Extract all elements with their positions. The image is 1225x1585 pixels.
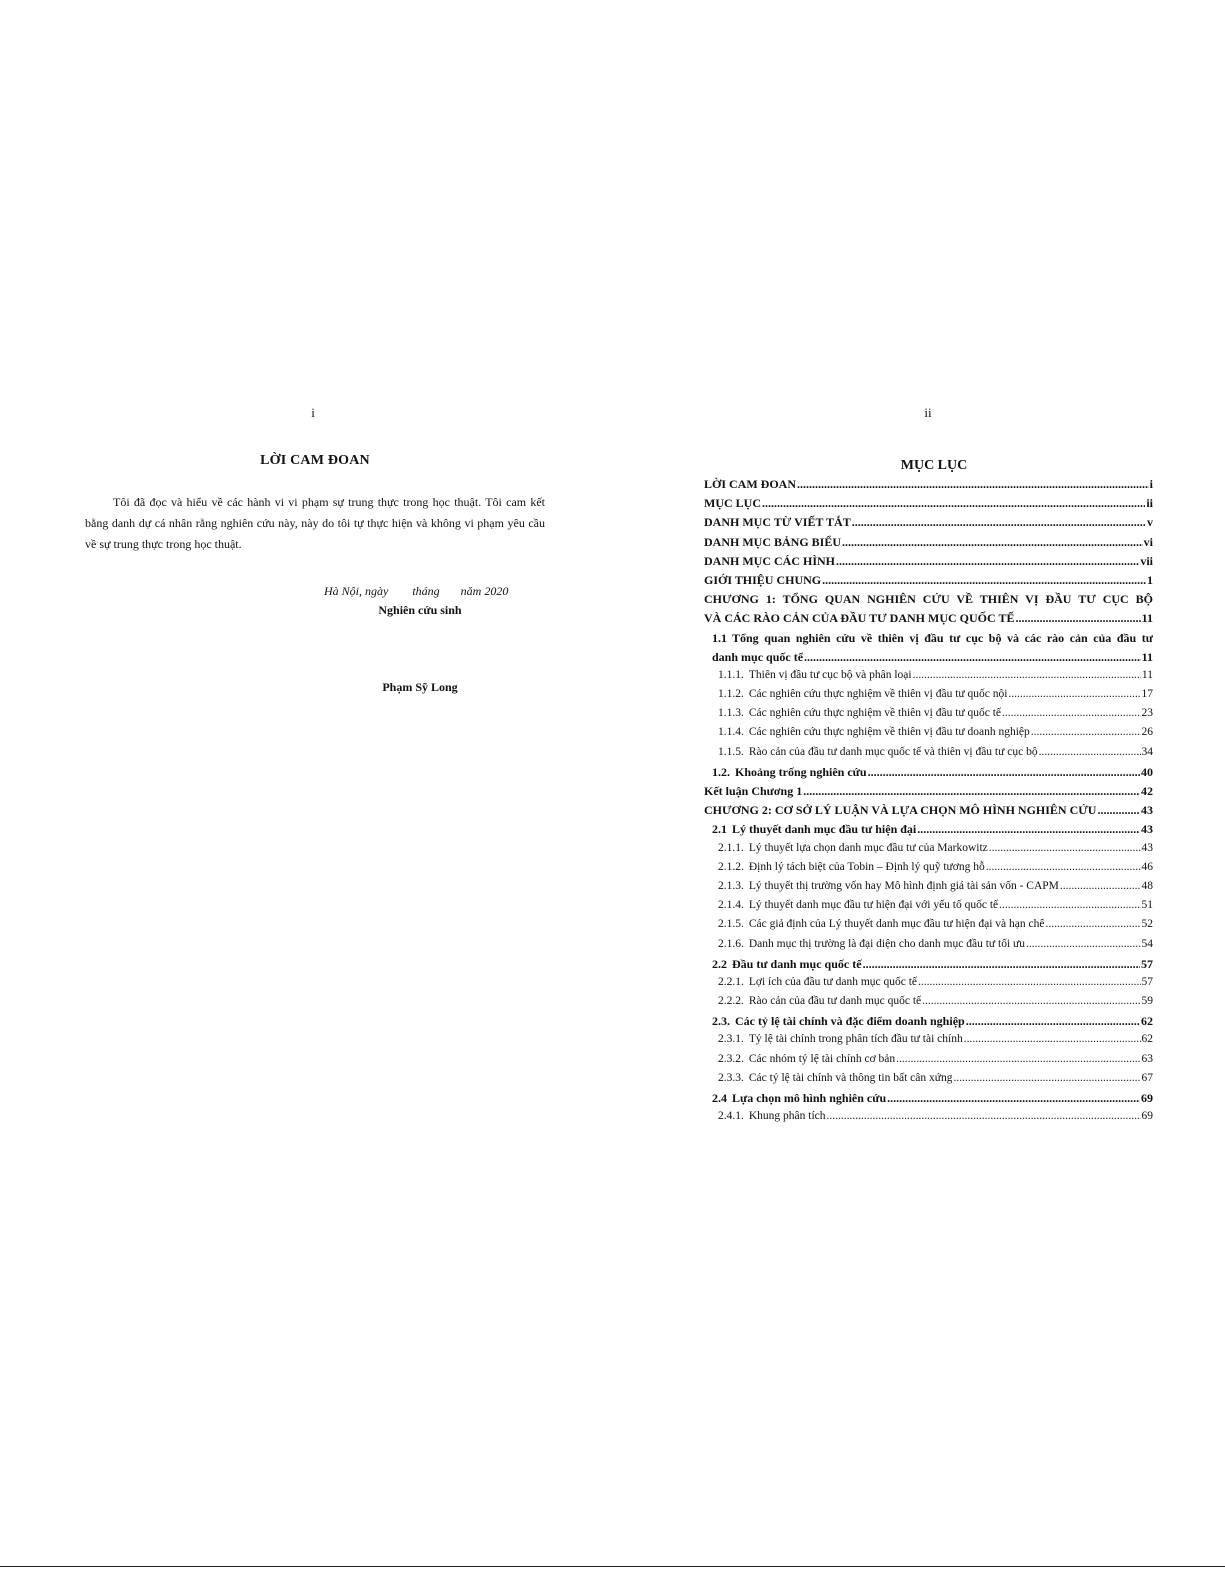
toc-entry[interactable]: 1.1.1. Thiên vị đầu tư cục bộ và phân loại ..... 11 [704, 669, 1153, 688]
bottom-divider [0, 1566, 1225, 1567]
toc-entry[interactable]: 2.3.2. Các nhóm tỷ lệ tài chính cơ bản ..... 63 [704, 1053, 1153, 1072]
declaration-page [80, 400, 550, 800]
toc-entry[interactable]: 2.3. Các tỷ lệ tài chính và đặc điểm doanh nghiệp ..... 62 [704, 1014, 1153, 1033]
page-number: i [311, 405, 315, 420]
toc-entry[interactable]: 1.2. Khoảng trống nghiên cứu ..... 40 [704, 765, 1153, 784]
toc-entry[interactable]: 2.1.3. Lý thuyết thị trường vốn hay Mô hình định giá tài sản vốn - CAPM ..... 48 [704, 880, 1153, 899]
toc-entry[interactable]: 2.3.1. Tỷ lệ tài chính trong phân tích đầu tư tài chính ..... 62 [704, 1033, 1153, 1052]
toc-entry[interactable]: danh mục quốc tế ..... 11 [704, 650, 1153, 669]
declaration-body: Tôi đã đọc và hiểu về các hành vi vi phạm sự trung thực trong học thuật. Tôi cam kết bằng danh dự cá nhân rằng nghiên cứu này, này do tôi tự thực hiện và không vi phạm yêu cầu về sự trung thực trong học thuật. [85, 495, 545, 551]
toc-entry[interactable]: Kết luận Chương 1 ..... 42 [704, 784, 1153, 803]
toc-entry[interactable]: 2.3.3. Các tỷ lệ tài chính và thông tin bất cân xứng ..... 67 [704, 1072, 1153, 1091]
toc-entry[interactable]: 1.1.5. Rào cản của đầu tư danh mục quốc tế và thiên vị đầu tư cục bộ ..... 34 [704, 746, 1153, 765]
toc-entry[interactable]: 2.1.2. Định lý tách biệt của Tobin – Định lý quỹ tương hỗ ..... 46 [704, 861, 1153, 880]
toc-entry[interactable]: 2.2.1. Lợi ích của đầu tư danh mục quốc tế ..... 57 [704, 976, 1153, 995]
toc-entry[interactable]: CHƯƠNG 1: TỔNG QUAN NGHIÊN CỨU VỀ THIÊN VỊ ĐẦU TƯ CỤC BỘ [704, 592, 1153, 607]
toc-entry[interactable]: 2.2.2. Rào cản của đầu tư danh mục quốc tế ..... 59 [704, 995, 1153, 1014]
toc-entry[interactable]: GIỚI THIỆU CHUNG ..... 1 [704, 573, 1153, 592]
toc-entry[interactable]: 1.1.3. Các nghiên cứu thực nghiệm về thiên vị đầu tư quốc tế ..... 23 [704, 707, 1153, 726]
toc-entry[interactable]: CHƯƠNG 2: CƠ SỞ LÝ LUẬN VÀ LỰA CHỌN MÔ HÌNH NGHIÊN CỨU ..... 43 [704, 803, 1153, 822]
toc-entry[interactable]: LỜI CAM ĐOAN ..... i [704, 477, 1153, 496]
page-number: ii [924, 405, 932, 420]
toc-entry[interactable]: 2.1.6. Danh mục thị trường là đại diện cho danh mục đầu tư tối ưu ..... 54 [704, 938, 1153, 957]
signature-role: Nghiên cứu sinh [378, 603, 462, 617]
toc-entry[interactable]: 1.1.4. Các nghiên cứu thực nghiệm về thiên vị đầu tư doanh nghiệp ..... 26 [704, 726, 1153, 745]
toc-entry[interactable]: 2.1.4. Lý thuyết danh mục đầu tư hiện đại với yếu tố quốc tế ..... 51 [704, 899, 1153, 918]
toc-entry[interactable]: 2.4.1. Khung phân tích ..... 69 [704, 1110, 1153, 1129]
toc-entry[interactable]: 2.1 Lý thuyết danh mục đầu tư hiện đại ..... 43 [704, 822, 1153, 841]
signature-name: Phạm Sỹ Long [382, 680, 458, 694]
page-title: LỜI CAM ĐOAN [260, 453, 370, 468]
signature-date: Hà Nội, ngày tháng năm 2020 [324, 584, 509, 598]
toc-list [704, 477, 1153, 1129]
toc-entry[interactable]: MỤC LỤC ..... ii [704, 496, 1153, 515]
table-of-contents-page [700, 400, 1168, 1140]
toc-entry[interactable]: 1.1 Tổng quan nghiên cứu về thiên vị đầu tư cục bộ và các rào cản của đầu tư [712, 630, 1153, 645]
toc-entry[interactable]: 2.4 Lựa chọn mô hình nghiên cứu ..... 69 [704, 1091, 1153, 1110]
toc-entry[interactable]: DANH MỤC CÁC HÌNH ..... vii [704, 554, 1153, 573]
toc-entry[interactable]: DANH MỤC BẢNG BIỂU ..... vi [704, 535, 1153, 554]
toc-entry[interactable]: DANH MỤC TỪ VIẾT TẮT ..... v [704, 515, 1153, 534]
toc-entry[interactable]: VÀ CÁC RÀO CẢN CỦA ĐẦU TƯ DANH MỤC QUỐC TẾ ..... 11 [704, 611, 1153, 630]
toc-entry[interactable]: 2.1.1. Lý thuyết lựa chọn danh mục đầu tư của Markowitz ..... 43 [704, 842, 1153, 861]
page-title: MỤC LỤC [900, 458, 968, 473]
toc-entry[interactable]: 2.2 Đầu tư danh mục quốc tế ..... 57 [704, 957, 1153, 976]
toc-entry[interactable]: 1.1.2. Các nghiên cứu thực nghiệm về thiên vị đầu tư quốc nội ..... 17 [704, 688, 1153, 707]
toc-entry[interactable]: 2.1.5. Các giả định của Lý thuyết danh mục đầu tư hiện đại và hạn chế ..... 52 [704, 918, 1153, 937]
